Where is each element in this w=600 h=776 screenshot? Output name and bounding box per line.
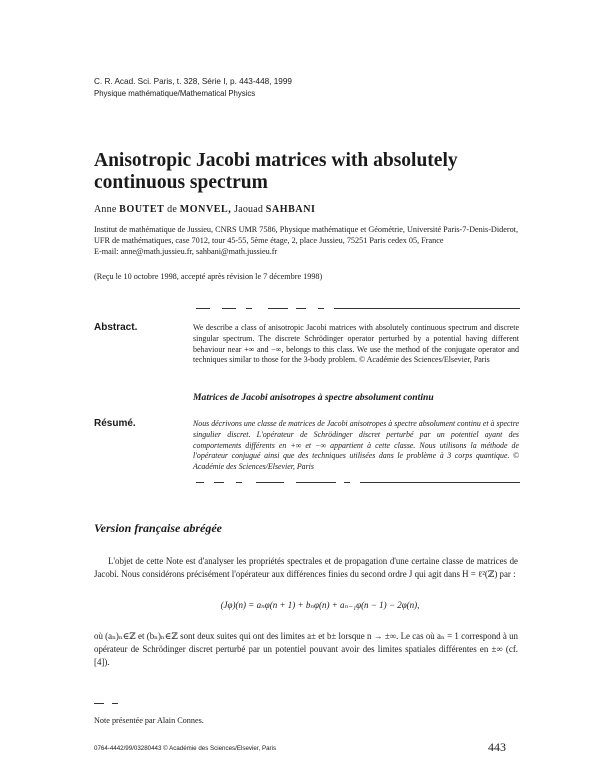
paragraph-2: où (aₙ)ₙ∈ℤ et (bₙ)ₙ∈ℤ sont deux suites qui ont des limites a± et b± lorsque n → ±∞. Le cas où aₙ = 1 correspond à un opérateur de Schrödinger discret perturbé par un potentiel pouvant avoir des limites spatiales différentes en ±∞ (cf. [4]). bbox=[94, 631, 518, 667]
author2-surname: SAHBANI bbox=[265, 204, 316, 215]
authors bbox=[94, 204, 316, 215]
affiliation-block bbox=[94, 224, 518, 257]
resume-label: Résumé. bbox=[94, 418, 136, 429]
author1-particle: de bbox=[167, 204, 177, 215]
journal-section: Physique mathématique/Mathematical Physics bbox=[94, 88, 256, 98]
author1-given: Anne bbox=[94, 204, 117, 215]
received-dates: (Reçu le 10 octobre 1998, accepté après révision le 7 décembre 1998) bbox=[94, 272, 323, 281]
rule-segment bbox=[296, 308, 306, 309]
journal-citation: C. R. Acad. Sci. Paris, t. 328, Série I, p. 443-448, 1999 bbox=[94, 77, 292, 86]
paragraph-1: L'objet de cette Note est d'analyser les propriétés spectrales et de propagation d'une certaine classe de matrices de Jacobi. Nous considérons précisément l'opérateur aux différences finies du second ordre J qui agit dans H = ℓ²(ℤ) par : bbox=[94, 556, 518, 579]
section-title: Version française abrégée bbox=[94, 521, 222, 535]
author2-given: Jaouad bbox=[234, 204, 264, 215]
rule-segment bbox=[344, 482, 350, 483]
body-paragraph bbox=[94, 555, 518, 581]
rule-segment bbox=[334, 308, 520, 309]
page-number: 443 bbox=[488, 740, 506, 754]
footnote-rule bbox=[112, 703, 118, 704]
rule-segment bbox=[236, 482, 242, 483]
journal-header bbox=[94, 76, 292, 99]
article-title: Anisotropic Jacobi matrices with absolutely continuous spectrum bbox=[94, 150, 458, 193]
french-title: Matrices de Jacobi anisotropes à spectre absolument continu bbox=[193, 392, 434, 403]
copyright-line: 0764-4442/99/03280443 © Académie des Sciences/Elsevier, Paris bbox=[94, 745, 277, 752]
affiliation: Institut de mathématique de Jussieu, CNRS UMR 7586, Physique mathématique et Géométrie, Université Paris-7-Denis-Diderot, UFR de mathématiques, case 7012, tour 45-55, 5ème étage, 2, place Jussieu, 75251 Paris cedex 05, France bbox=[94, 225, 518, 245]
equation: (Jφ)(n) = aₙφ(n + 1) + bₙφ(n) + aₙ₋₁φ(n − 1) − 2φ(n), bbox=[220, 600, 420, 610]
rule-segment bbox=[318, 308, 324, 309]
abstract-label: Abstract. bbox=[94, 322, 138, 333]
rule-segment bbox=[196, 308, 210, 309]
footnote-rule bbox=[94, 703, 104, 704]
rule-segment bbox=[246, 308, 252, 309]
rule-segment bbox=[222, 308, 236, 309]
rule-segment bbox=[268, 308, 288, 309]
email: E-mail: anne@math.jussieu.fr, sahbani@math.jussieu.fr bbox=[94, 247, 278, 256]
author1-surname2: MONVEL, bbox=[179, 204, 232, 215]
rule-segment bbox=[214, 482, 224, 483]
footnote: Note présentée par Alain Connes. bbox=[94, 716, 204, 725]
resume-text: Nous décrivons une classe de matrices de Jacobi anisotropes à spectre absolument continu et à spectre singulier discret. L'opérateur de Schrödinger discret perturbé par un potentiel ayant des comportements différents en +∞ et −∞ appartient à cette classe. Nous utilisons la méthode de l'opérateur conjugué ainsi que des techniques utilisées dans le problème à 3 corps quantique. © Académie des Sciences/Elsevier, Paris bbox=[193, 419, 519, 472]
abstract-text: We describe a class of anisotropic Jacobi matrices with absolutely continuous spectrum and discrete singular spectrum. The discrete Schrödinger operator perturbed by a potential having different behaviour near +∞ and −∞, belongs to this class. We use the method of the conjugate operator and techniques similar to those for the 3-body problem. © Académie des Sciences/Elsevier, Paris bbox=[193, 323, 519, 365]
rule-segment bbox=[256, 482, 284, 483]
author1-surname: BOUTET bbox=[119, 204, 165, 215]
rule-segment bbox=[296, 482, 336, 483]
rule-segment bbox=[196, 482, 204, 483]
rule-segment bbox=[360, 482, 520, 483]
